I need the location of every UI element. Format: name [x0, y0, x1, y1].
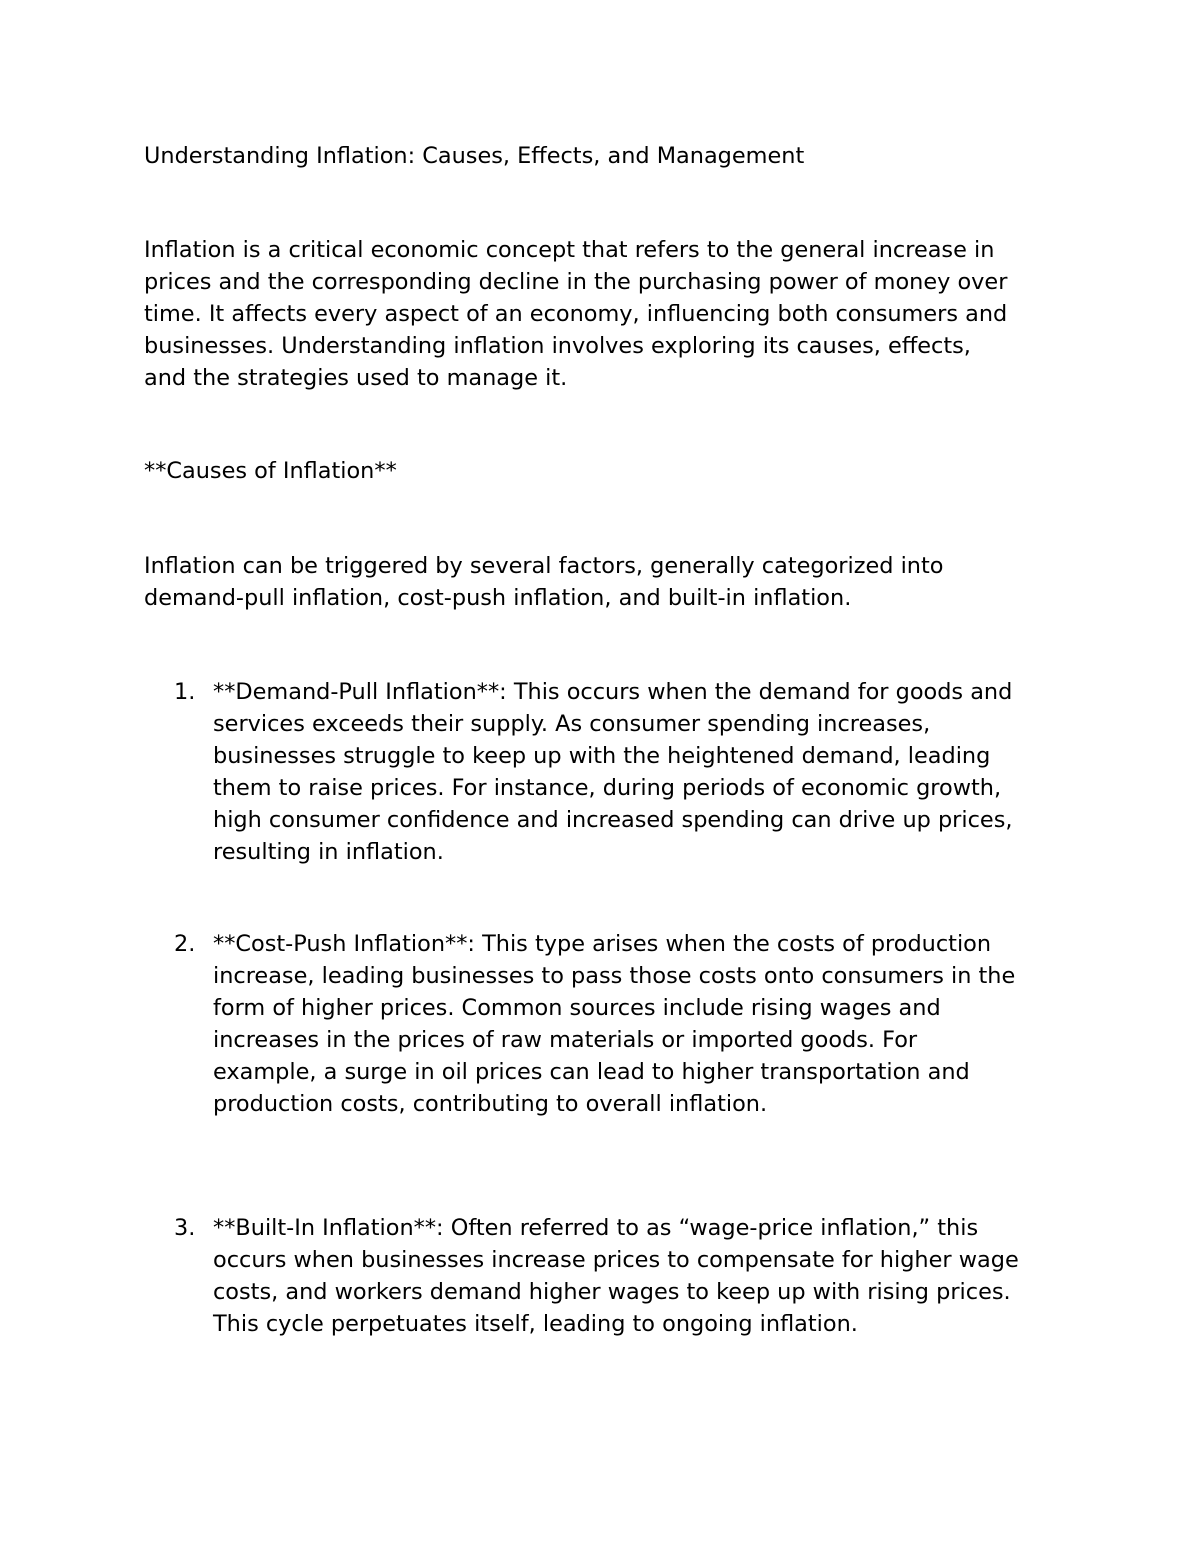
list-item-line: production costs, contributing to overall inflation.	[213, 1091, 768, 1117]
causes-heading: **Causes of Inflation**	[144, 458, 397, 484]
intro-line: Inflation is a critical economic concept that refers to the general increase in	[144, 237, 995, 263]
list-item-number: 1.	[174, 679, 196, 705]
list-item-number: 2.	[174, 931, 196, 957]
list-item-demand-pull	[213, 676, 1113, 868]
list-item-line: them to raise prices. For instance, during periods of economic growth,	[213, 775, 1002, 801]
document-title: Understanding Inflation: Causes, Effects, and Management	[144, 143, 805, 169]
list-item-line: form of higher prices. Common sources include rising wages and	[213, 995, 941, 1021]
list-item-line: costs, and workers demand higher wages to keep up with rising prices.	[213, 1279, 1011, 1305]
list-item-line: **Demand-Pull Inflation**: This occurs when the demand for goods and	[213, 679, 1013, 705]
causes-intro-paragraph	[144, 550, 943, 614]
list-item-line: increases in the prices of raw materials or imported goods. For	[213, 1027, 918, 1053]
intro-line: businesses. Understanding inflation involves exploring its causes, effects,	[144, 333, 971, 359]
list-item-line: example, a surge in oil prices can lead to higher transportation and	[213, 1059, 970, 1085]
intro-paragraph	[144, 234, 1007, 394]
intro-line: prices and the corresponding decline in the purchasing power of money over	[144, 269, 1008, 295]
list-item-line: businesses struggle to keep up with the heightened demand, leading	[213, 743, 991, 769]
list-item-built-in	[213, 1212, 1113, 1340]
causes-intro-line: Inflation can be triggered by several factors, generally categorized into	[144, 553, 944, 579]
list-item-line: resulting in inflation.	[213, 839, 444, 865]
list-item-line: This cycle perpetuates itself, leading to ongoing inflation.	[213, 1311, 858, 1337]
intro-line: and the strategies used to manage it.	[144, 365, 568, 391]
list-item-line: increase, leading businesses to pass those costs onto consumers in the	[213, 963, 1016, 989]
list-item-number: 3.	[174, 1215, 196, 1241]
list-item-line: occurs when businesses increase prices to compensate for higher wage	[213, 1247, 1019, 1273]
intro-line: time. It affects every aspect of an economy, influencing both consumers and	[144, 301, 1008, 327]
causes-intro-line: demand-pull inflation, cost-push inflation, and built-in inflation.	[144, 585, 852, 611]
list-item-line: **Cost-Push Inflation**: This type arises when the costs of production	[213, 931, 992, 957]
list-item-line: services exceeds their supply. As consumer spending increases,	[213, 711, 931, 737]
list-item-line: high consumer confidence and increased spending can drive up prices,	[213, 807, 1013, 833]
list-item-line: **Built-In Inflation**: Often referred to as “wage-price inflation,” this	[213, 1215, 979, 1241]
list-item-cost-push	[213, 928, 1113, 1120]
